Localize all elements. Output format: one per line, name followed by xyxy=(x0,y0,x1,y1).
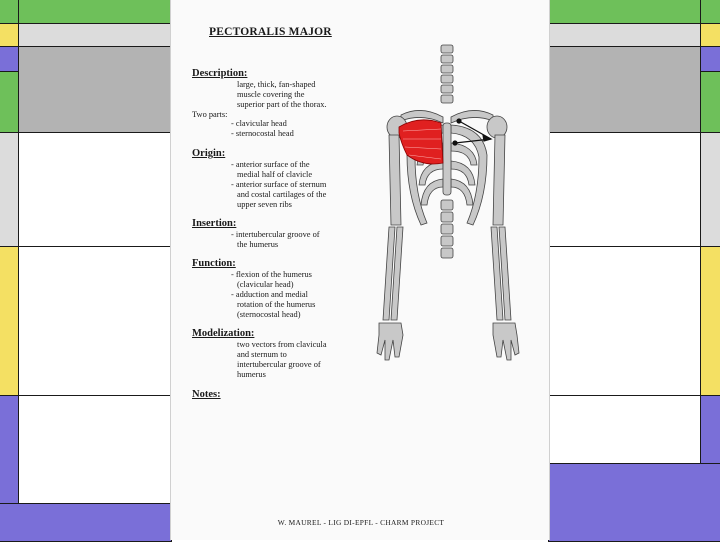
modelization-line: two vectors from clavicula xyxy=(237,340,327,349)
function-line: rotation of the humerus xyxy=(237,300,316,309)
bg-block xyxy=(0,23,20,48)
document-page xyxy=(170,0,550,540)
skeleton-upper-body-icon xyxy=(371,35,521,385)
bg-block xyxy=(0,503,172,542)
bg-block xyxy=(548,246,702,397)
bg-block xyxy=(700,395,720,465)
function-line: - adduction and medial xyxy=(231,290,308,299)
bg-block xyxy=(548,46,702,134)
bg-block xyxy=(0,0,20,25)
bg-block xyxy=(700,246,720,397)
bg-block xyxy=(548,132,702,248)
bg-block xyxy=(18,246,172,397)
bg-block xyxy=(700,132,720,248)
bg-block xyxy=(700,0,720,25)
origin-line: - anterior surface of the xyxy=(231,160,310,169)
origin-heading: Origin: xyxy=(192,148,226,159)
parts-label: Two parts: xyxy=(192,110,228,119)
bg-block xyxy=(548,395,702,465)
origin-line: - anterior surface of sternum xyxy=(231,180,327,189)
part-item: - clavicular head xyxy=(231,119,287,128)
bg-block xyxy=(0,395,20,505)
description-heading: Description: xyxy=(192,68,248,79)
bg-block xyxy=(548,463,720,542)
bg-block xyxy=(548,0,702,25)
origin-line: upper seven ribs xyxy=(237,200,292,209)
bg-block xyxy=(0,46,20,73)
description-line: large, thick, fan-shaped xyxy=(237,80,316,89)
bg-block xyxy=(0,132,20,248)
bg-block xyxy=(18,46,172,134)
insertion-line: the humerus xyxy=(237,240,279,249)
modelization-line: intertubercular groove of xyxy=(237,360,321,369)
bg-block xyxy=(18,395,172,505)
description-line: muscle covering the xyxy=(237,90,305,99)
notes-heading: Notes: xyxy=(192,389,221,400)
function-line: - flexion of the humerus xyxy=(231,270,312,279)
bg-block xyxy=(548,23,702,48)
bg-block xyxy=(700,71,720,134)
origin-line: and costal cartilages of the xyxy=(237,190,327,199)
bg-block xyxy=(0,246,20,397)
function-line: (clavicular head) xyxy=(237,280,294,289)
bg-block xyxy=(18,23,172,48)
description-line: superior part of the thorax. xyxy=(237,100,327,109)
function-heading: Function: xyxy=(192,258,236,269)
insertion-heading: Insertion: xyxy=(192,218,237,229)
part-item: - sternocostal head xyxy=(231,129,294,138)
bg-block xyxy=(700,23,720,48)
function-line: (sternocostal head) xyxy=(237,310,301,319)
bg-block xyxy=(700,46,720,73)
insertion-line: - intertubercular groove of xyxy=(231,230,320,239)
modelization-line: humerus xyxy=(237,370,266,379)
bg-block xyxy=(18,0,172,25)
modelization-heading: Modelization: xyxy=(192,328,255,339)
bg-block xyxy=(18,132,172,248)
modelization-line: and sternum to xyxy=(237,350,287,359)
footer-credit: W. MAUREL - LIG DI-EPFL - CHARM PROJECT xyxy=(277,518,445,527)
page-title: PECTORALIS MAJOR xyxy=(209,26,332,38)
origin-line: medial half of clavicle xyxy=(237,170,313,179)
bg-block xyxy=(0,71,20,134)
